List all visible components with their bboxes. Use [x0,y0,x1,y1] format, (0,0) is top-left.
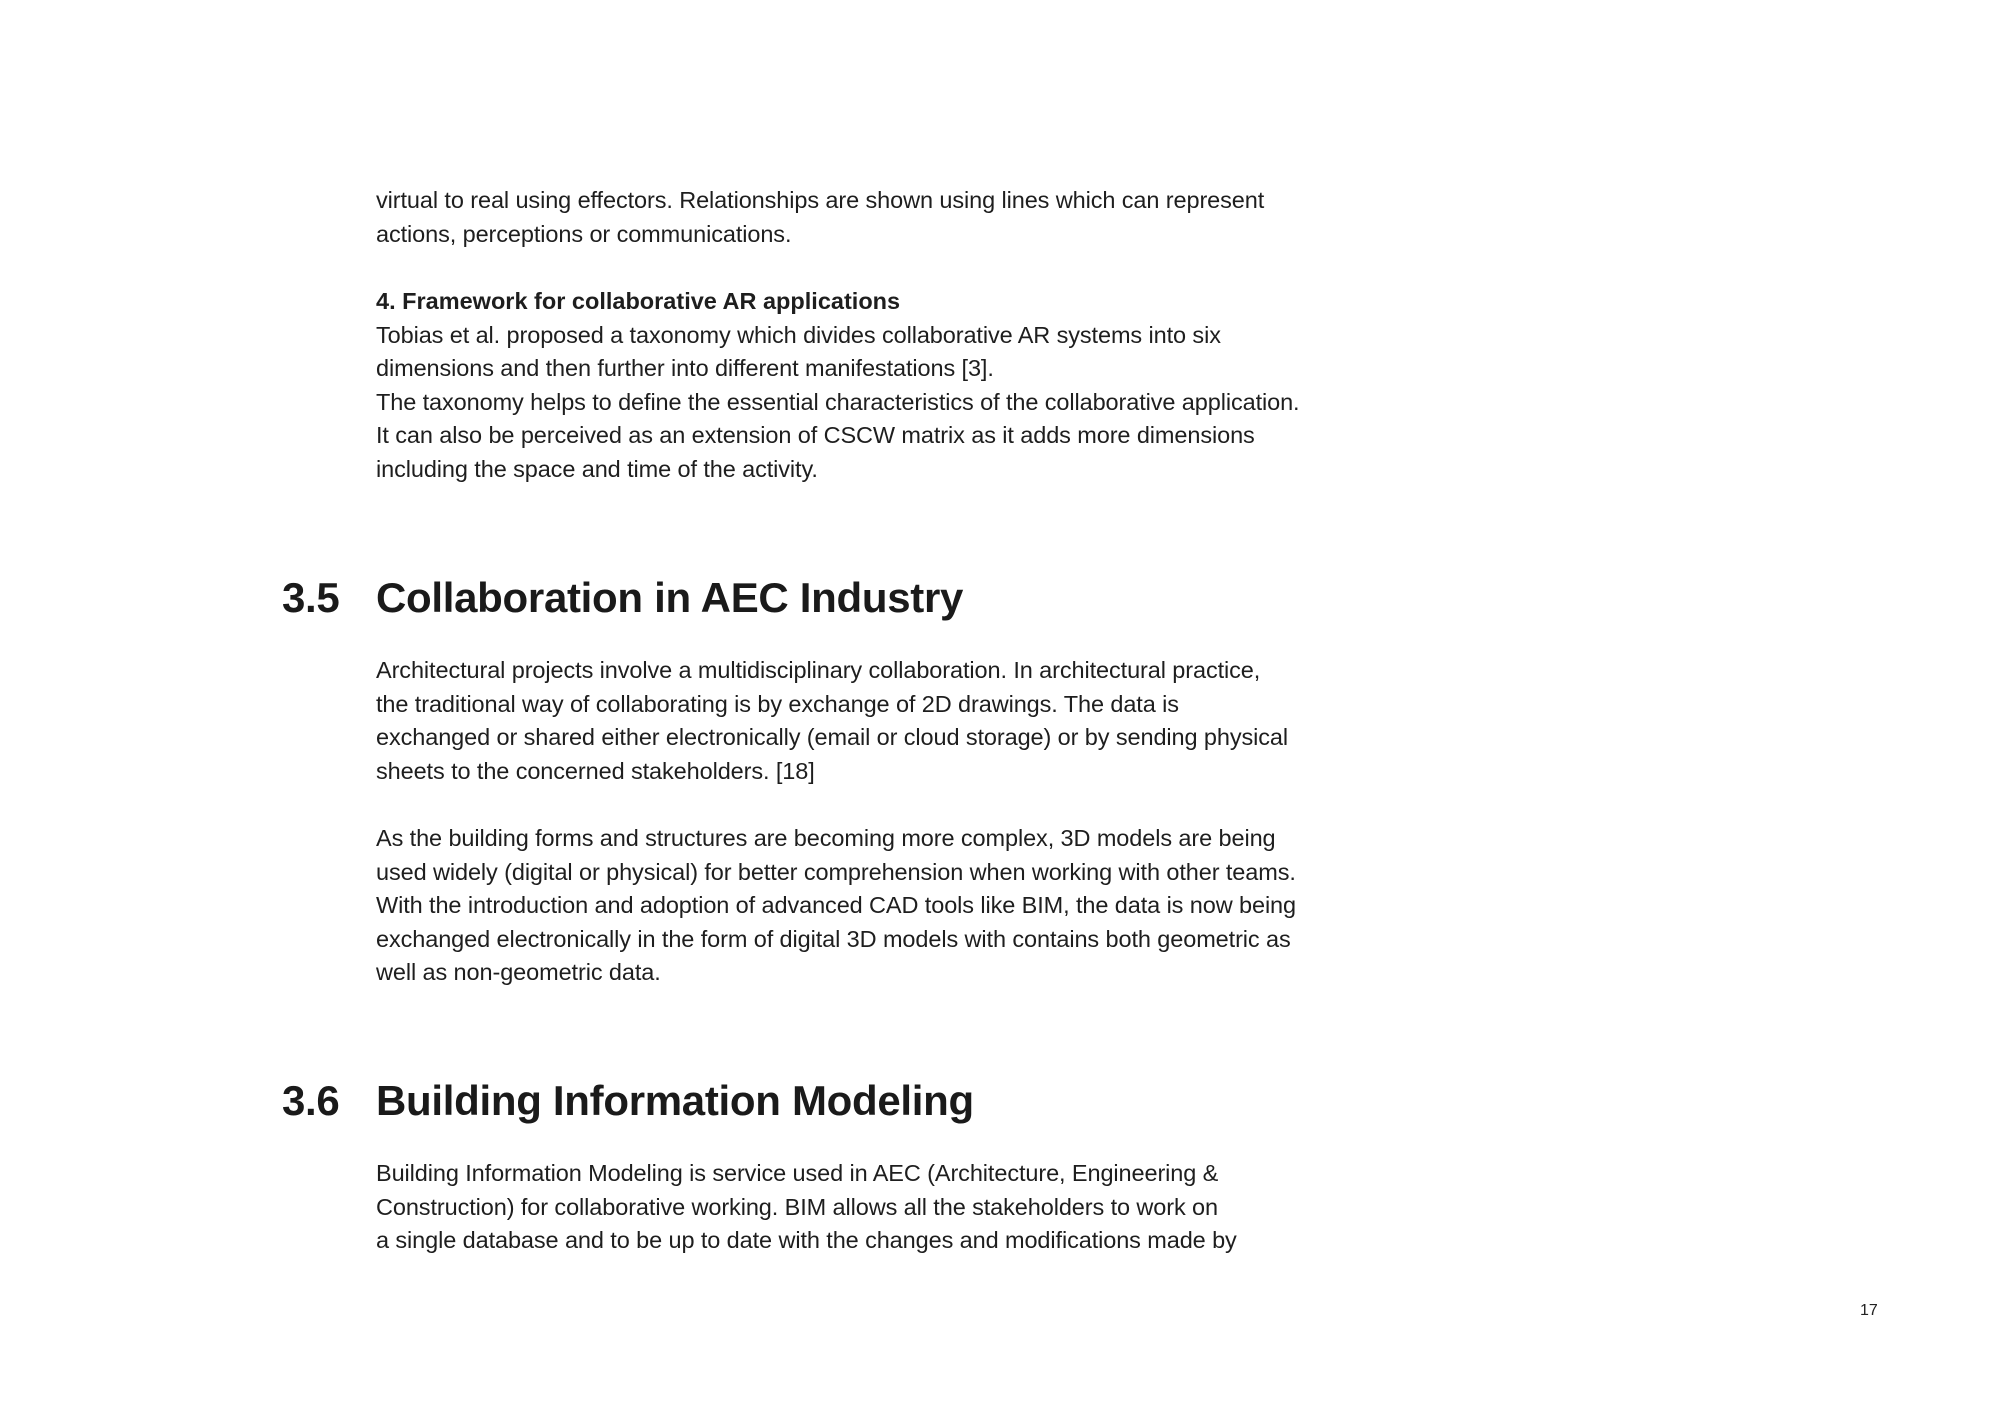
section-title: Collaboration in AEC Industry [376,574,964,621]
subsection-heading: 4. Framework for collaborative AR applications [376,288,901,314]
paragraph-line: including the space and time of the activity. [376,455,818,482]
paragraph-line: Building Information Modeling is service used in AEC (Architecture, Engineering & [376,1160,1219,1186]
paragraph-line: Construction) for collaborative working. BIM allows all the stakeholders to work on [376,1193,1218,1220]
paragraph-line: exchanged electronically in the form of digital 3D models with contains both geometric as [376,925,1291,952]
paragraph-line: exchanged or shared either electronically (email or cloud storage) or by sending physical [376,724,1289,750]
paragraph-line: Tobias et al. proposed a taxonomy which divides collaborative AR systems into six [376,321,1221,348]
section-number: 3.6 [282,1077,340,1124]
paragraph-line: a single database and to be up to date with the changes and modifications made by [376,1227,1237,1253]
paragraph-line: As the building forms and structures are becoming more complex, 3D models are being [376,825,1276,851]
section-3-5-paragraph-2 [376,822,1376,990]
section-3-6-paragraph-1 [376,1157,1376,1258]
paragraph-line: virtual to real using effectors. Relationships are shown using lines which can represent [376,187,1265,213]
section-3-5-paragraph-1 [376,654,1376,788]
paragraph-line: well as non-geometric data. [376,959,661,985]
paragraph-line: used widely (digital or physical) for better comprehension when working with other teams. [376,858,1296,885]
intro-paragraph [376,184,1376,251]
paragraph-line: actions, perceptions or communications. [376,220,792,247]
framework-subsection [376,285,1376,486]
paragraph-line: sheets to the concerned stakeholders. [18] [376,757,815,784]
page-number: 17 [1860,1302,1878,1319]
paragraph-line: Architectural projects involve a multidisciplinary collaboration. In architectural practice, [376,657,1261,683]
section-heading-3-5 [282,568,963,628]
paragraph-line: dimensions and then further into different manifestations [3]. [376,355,994,381]
paragraph-line: With the introduction and adoption of advanced CAD tools like BIM, the data is now being [376,892,1297,918]
section-title: Building Information Modeling [376,1077,974,1124]
paragraph-line: The taxonomy helps to define the essential characteristics of the collaborative application. [376,388,1300,415]
paragraph-line: It can also be perceived as an extension of CSCW matrix as it adds more dimensions [376,422,1255,448]
section-heading-3-6 [282,1071,974,1131]
section-number: 3.5 [282,574,340,621]
paragraph-line: the traditional way of collaborating is by exchange of 2D drawings. The data is [376,690,1179,717]
